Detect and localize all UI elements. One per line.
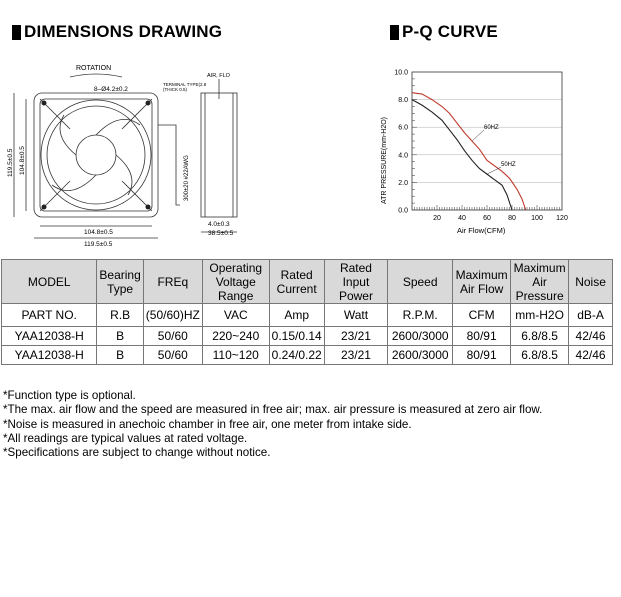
hole-spec-label: 8–Ø4.2±0.2: [94, 86, 128, 93]
table-cell: Bearing Type: [97, 260, 143, 304]
table-cell: mm-H2O: [511, 304, 569, 327]
pq-y-tick-label: 0.0: [398, 207, 408, 215]
pq-x-tick-label: 60: [483, 215, 491, 222]
table-cell: Speed: [388, 260, 453, 304]
table-cell: Watt: [324, 304, 388, 327]
pq-x-tick-label: 100: [531, 215, 543, 222]
pq-x-tick-label: 40: [458, 215, 466, 222]
note-line: *Function type is optional.: [3, 389, 136, 402]
frame-depth-dimension: 38.5±0.5: [208, 230, 234, 237]
fan-blades: [52, 115, 140, 195]
spec-table: [1, 259, 613, 365]
lead-wire: [158, 125, 180, 205]
note-line: *All readings are typical values at rated voltage.: [3, 431, 248, 445]
table-header-row: [2, 260, 613, 304]
table-cell: VAC: [202, 304, 269, 327]
table-cell: 80/91: [453, 327, 511, 346]
table-cell: MODEL: [2, 260, 97, 304]
mount-hole: [146, 101, 151, 106]
mount-hole: [42, 101, 47, 106]
wire-spec-label: 300±20 #22AWG: [184, 155, 190, 201]
pq-y-tick-label: 8.0: [398, 97, 408, 105]
dimensions-drawing-title: [12, 22, 222, 42]
fan-guard-spokes: [40, 99, 152, 211]
pq-y-tick-label: 10.0: [394, 69, 408, 77]
terminal-label: TERMINAL TYPE(2.8: [163, 82, 207, 87]
table-cell: dB-A: [569, 304, 613, 327]
pq-series-label: 50HZ: [501, 162, 516, 169]
outer-horizontal-dimension: 119.5±0.5: [84, 241, 113, 248]
table-cell: PART NO.: [2, 304, 97, 327]
table-cell: R.P.M.: [388, 304, 453, 327]
table-cell: 2600/3000: [388, 346, 453, 365]
table-units-row: [2, 304, 613, 327]
table-cell: B: [97, 327, 143, 346]
mount-hole: [42, 205, 47, 210]
pq-curve-title: [390, 22, 498, 42]
table-cell: B: [97, 346, 143, 365]
dimensions-title-text: DIMENSIONS DRAWING: [24, 22, 223, 41]
pq-series-leader: [487, 167, 501, 174]
table-cell: Maximum Air Flow: [453, 260, 511, 304]
table-cell: 42/46: [569, 346, 613, 365]
note-line: *The max. air flow and the speed are measured in free air; max. air pressure is measured at zero air flow.: [3, 403, 543, 417]
table-cell: 0.15/0.14: [269, 327, 324, 346]
rotation-arrow: [70, 74, 122, 77]
pq-plot-frame: [412, 72, 562, 210]
table-cell: R.B: [97, 304, 143, 327]
pq-x-tick-label: 80: [508, 215, 516, 222]
rotation-label: ROTATION: [76, 65, 112, 72]
pq-x-tick-label: 120: [556, 215, 568, 222]
table-cell: Amp: [269, 304, 324, 327]
table-cell: Rated Input Power: [324, 260, 388, 304]
note-line: *Noise is measured in anechoic chamber in free air, one meter from intake side.: [3, 417, 412, 431]
table-row: [2, 327, 613, 346]
table-cell: 220~240: [202, 327, 269, 346]
table-cell: (50/60)HZ: [143, 304, 202, 327]
terminal-thick-label: (THICK 0.5): [163, 87, 188, 92]
table-cell: Operating Voltage Range: [202, 260, 269, 304]
pq-series-leader: [472, 130, 484, 141]
pq-curve-chart: [372, 62, 597, 242]
table-cell: 0.24/0.22: [269, 346, 324, 365]
pq-y-tick-label: 6.0: [398, 124, 408, 132]
table-cell: 42/46: [569, 327, 613, 346]
pq-y-axis-label: ATR PRESSURE(mm-H2O): [381, 117, 388, 204]
table-cell: 2600/3000: [388, 327, 453, 346]
pq-grid: [412, 79, 562, 210]
table-cell: 110~120: [202, 346, 269, 365]
table-cell: Rated Current: [269, 260, 324, 304]
notes-list: [3, 389, 542, 460]
pq-title-text: P-Q CURVE: [402, 22, 498, 41]
table-cell: 6.8/8.5: [511, 346, 569, 365]
inner-vertical-dimension: 104.8±0.5: [19, 146, 26, 175]
table-cell: 50/60: [143, 346, 202, 365]
pq-y-tick-label: 4.0: [398, 152, 408, 160]
pq-x-axis-label: Air Flow(CFM): [457, 226, 506, 235]
table-cell: Noise: [569, 260, 613, 304]
pq-y-tick-label: 2.0: [398, 179, 408, 187]
title-bullet: [390, 25, 399, 40]
airflow-label: AIR, FLO: [207, 73, 230, 79]
pq-x-tick-label: 20: [433, 215, 441, 222]
mount-hole: [146, 205, 151, 210]
frame-thickness-dimension: 4.0±0.3: [208, 221, 230, 228]
title-bullet: [12, 25, 21, 40]
table-cell: Maximum Air Pressure: [511, 260, 569, 304]
table-cell: CFM: [453, 304, 511, 327]
table-cell: FREq: [143, 260, 202, 304]
pq-series-label: 60HZ: [484, 125, 499, 131]
table-cell: YAA12038-H: [2, 346, 97, 365]
table-cell: 23/21: [324, 346, 388, 365]
table-cell: 23/21: [324, 327, 388, 346]
table-cell: 6.8/8.5: [511, 327, 569, 346]
fan-hub: [76, 135, 116, 175]
table-row: [2, 346, 613, 365]
inner-horizontal-dimension: 104.8±0.5: [84, 229, 113, 236]
table-cell: 50/60: [143, 327, 202, 346]
table-cell: 80/91: [453, 346, 511, 365]
fan-side-view: [201, 93, 237, 217]
table-cell: YAA12038-H: [2, 327, 97, 346]
dimensions-drawing: [0, 55, 370, 255]
note-line: *Specifications are subject to change without notice.: [3, 446, 271, 460]
outer-vertical-dimension: 119.5±0.5: [7, 148, 14, 177]
